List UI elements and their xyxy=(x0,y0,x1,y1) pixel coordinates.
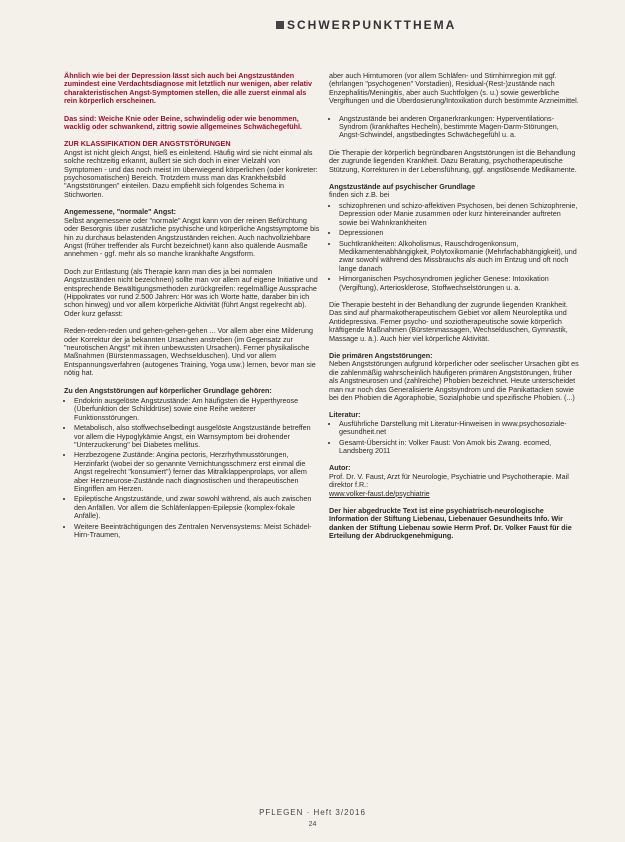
list-item: • Herzbezogene Zustände: Angina pectoris, Herzrhythmusstörungen, Herzinfarkt (wobei der so genannte Vernichtungsschmerz erst einmal die Angst regelrecht "konsumiert") ferner das Mitralklappenprolaps, vor allem aber Herzneurose-Zustände nach diagnostischen und therapeutischen Eingriffen am Herzen. xyxy=(74,451,320,493)
square-bullet-icon xyxy=(276,21,284,29)
author-info xyxy=(329,473,581,498)
heading-normale-angst: Angemessene, "normale" Angst: xyxy=(64,207,176,217)
bullet-list xyxy=(329,202,581,292)
intro-paragraph: Ähnlich wie bei der Depression lässt sich auch bei Angstzuständen zumindest eine Verdachtsdiagnose mit letztlich nur wenigen, aber relativ charakteristischen Angst-Symptomen stellen, die alle zuerst einmal als rein körperlich erscheinen. xyxy=(64,71,313,106)
paragraph: Doch zur Entlastung (als Therapie kann man dies ja bei normalen Angstzuständen nicht bezeichnen) sollte man vor allem auf eigene Initiative und entsprechende Bewältigungsmethoden zurückgreifen: regelmäßige Aussprache (Hippokrates vor rund 2.500 Jahren: Hör was ich Worte hatte, daraber bin ich schon hinweg) und vor allem körperliche Aktivität (führt Angst regelrecht ab). Oder kurz gefasst: xyxy=(64,266,318,318)
list-item: • Suchtkrankheiten: Alkoholismus, Rauschdrogenkonsum, Medikamentenabhängigkeit, Polytoxikomanie (Mehrfachabhängigkeit), und zwar sowohl während des Missbrauchs als auch im Entzug und oft noch lange danach xyxy=(339,240,581,274)
section-header xyxy=(276,18,456,32)
list-item: • Metabolisch, also stoffwechselbedingt ausgelöste Angstzustände betreffen vor allem die Hypoglykämie Angst, ein Warnsymptom bei drohender "Unterzuckerung" bei Diabetes mellitus. xyxy=(74,424,320,449)
bullet-list xyxy=(329,115,581,140)
footer: PFLEGEN · Heft 3/2016 xyxy=(259,808,366,817)
paragraph: Angst ist nicht gleich Angst, hieß es einleitend. Häufig wird sie nicht einmal als solche rechtzeitig erkannt, äußert sie sich doch in einer Vielzahl von Symptomen - und das noch meist im überwiegend körperlichen (oder konkreter: psychosomatischen) Bereich. Trotzdem muss man das Krankheitsbild "Angststörungen" einteilen. Dazu empfiehlt sich folgendes Schema in Stichworten. xyxy=(64,147,318,199)
author-link[interactable]: www.volker-faust.de/psychiatrie xyxy=(329,488,430,498)
author-text: Prof. Dr. V. Faust, Arzt für Neurologie, Psychiatrie und Psychotherapie. Mail direktor f.R.: xyxy=(329,471,569,490)
list-item: • Endokrin ausgelöste Angstzustände: Am häufigsten die Hyperthyreose (Überfunktion der Schilddrüse) sowie eine Reihe weiterer Funktionsstörungen. xyxy=(74,397,320,422)
heading-psychische-grundlage: Angstzustände auf psychischer Grundlage xyxy=(329,182,476,192)
list-item: • Depressionen xyxy=(339,229,581,237)
header-text: SCHWERPUNKTTHEMA xyxy=(287,18,457,32)
right-column xyxy=(329,72,581,541)
list-item: • Epileptische Angstzustände, und zwar sowohl während, als auch zwischen den Anfällen. Vor allem die Schläfenlappen-Epilepsie (komplex-fokale Anfälle). xyxy=(74,495,320,520)
list-item: • Angstzustände bei anderen Organerkrankungen: Hyperventilations-Syndrom (krankhaftes Hecheln), bestimmte Magen-Darm-Störungen, Angst-Schwindel, angstbedingtes Schwächegefühl u. a. xyxy=(339,115,581,140)
list-item: • Weitere Beeinträchtigungen des Zentralen Nervensystems: Meist Schädel-Hirn-Traumen, xyxy=(74,523,320,540)
list-item: • Gesamt-Übersicht in: Volker Faust: Von Amok bis Zwang. ecomed, Landsberg 2011 xyxy=(339,439,581,456)
heading-autor: Autor: xyxy=(329,463,351,473)
literature-list xyxy=(329,420,581,456)
heading-koerperliche-grundlage: Zu den Angststörungen auf körperlicher Grundlage gehören: xyxy=(64,385,272,395)
credits-paragraph: Der hier abgedruckte Text ist eine psychiatrisch-neurologische Information der Stiftung Liebenau, Liebenauer Gesundheits Info. Wir danken der Stiftung Liebenau sowie Herrn Prof. Dr. Volker Faust für die Erteilung der Abdruckgenehmigung. xyxy=(329,506,572,541)
paragraph: Die Therapie besteht in der Behandlung der zugrunde liegenden Krankheit. Das sind auf pharmakotherapeutischem Gebiet vor allem Neuroleptika und Antidepressiva. Ferner psycho- und soziotherapeutische sowie körperlich kräftigende Maßnahmen (Bürstenmassagen, Wechselduschen, Gymnastik, Massage u. ä.). Auch hier viel körperliche Aktivität. xyxy=(329,299,568,343)
left-column xyxy=(64,72,320,549)
heading-literatur: Literatur: xyxy=(329,410,361,420)
bullet-list xyxy=(64,397,320,540)
heading-klassifikation: ZUR KLASSIFIKATION DER ANGSTSTÖRUNGEN xyxy=(64,139,231,149)
paragraph: Reden-reden-reden und gehen-gehen-gehen ... Vor allem aber eine Milderung oder Korrektur der ja bekannten Ursachen anstreben (im Gegensatz zur "neurotischen Angst" mit ihren unbewussten Ursachen). Ferner physikalische Maßnahmen (Bürstenmassagen, Wechselduschen). Und vor allem Entspannungsverfahren (autogenes Training, Yoga usw.) lernen, bevor man sie nötig hat. xyxy=(64,326,316,378)
paragraph: Neben Angststörungen aufgrund körperlicher oder seelischer Ursachen gibt es die zahlenmäßig wahrscheinlich häufigeren primären Angststörungen, früher als Angstneurosen und (zahlreiche) Phobien bezeichnet. Heute unterscheidet man nur noch das Generalisierte Angstsyndrom und die Panikattacken sowie bei den Phobien die Agoraphobie, Sozialphobie und spezifische Phobien. (...) xyxy=(329,359,579,402)
list-item: • Ausführliche Darstellung mit Literatur-Hinweisen in www.psychosoziale-gesundheit.net xyxy=(339,420,581,437)
intro-paragraph-2: Das sind: Weiche Knie oder Beine, schwindelig oder wie benommen, wacklig oder schwankend, zittrig sowie allgemeines Schwächegefühl. xyxy=(64,113,303,132)
page-number: 24 xyxy=(308,821,317,828)
heading-primaere-angststoerungen: Die primären Angststörungen: xyxy=(329,350,433,360)
list-item: • schizophrenen und schizo-affektiven Psychosen, bei denen Schizophrenie, Depression oder Manie zusammen oder kurz hintereinander auftreten sowie bei Wahnkrankheiten xyxy=(339,202,581,227)
list-item: • Hirnorganischen Psychosyndromen jeglicher Genese: Intoxikation (Vergiftung), Arteriosklerose, Stoffwechselstörungen u. a. xyxy=(339,275,581,292)
paragraph: finden sich z.B. bei xyxy=(329,190,390,200)
paragraph: Selbst angemessene oder "normale" Angst kann von der reinen Befürchtung oder Besorgnis über zusätzliche psychische und körperliche Angstsymptome bis hin zu durchaus belastenden Angstzuständen reichen. Auch nachvollziehbare Angst (früher treffender als Furcht bezeichnet) kann also quälende Ausmaße annehmen - ggf. mehr als so manche krankhafte Angstform. xyxy=(64,215,320,259)
continuation-paragraph: aber auch Hirntumoren (vor allem Schläfen- und Stirnhirnregion mit ggf. (ehrlangen "psychogenen" Vorstadien), Residual-(Rest-)zustände nach Enzephalitis/Meningitis, aber auch Suchtfolgen (s. u.) sowie gewerbliche Vergiftungen und die Überdosierung/Intoxikation durch bestimmte Arzneimittel. xyxy=(329,71,579,106)
paragraph: Die Therapie der körperlich begründbaren Angststörungen ist die Behandlung der zugrunde liegenden Krankheit. Dazu Beratung, psychotherapeutische Stützung, Korrekturen in der Lebensführung, ggf. angstlösende Medikamente. xyxy=(329,147,577,174)
